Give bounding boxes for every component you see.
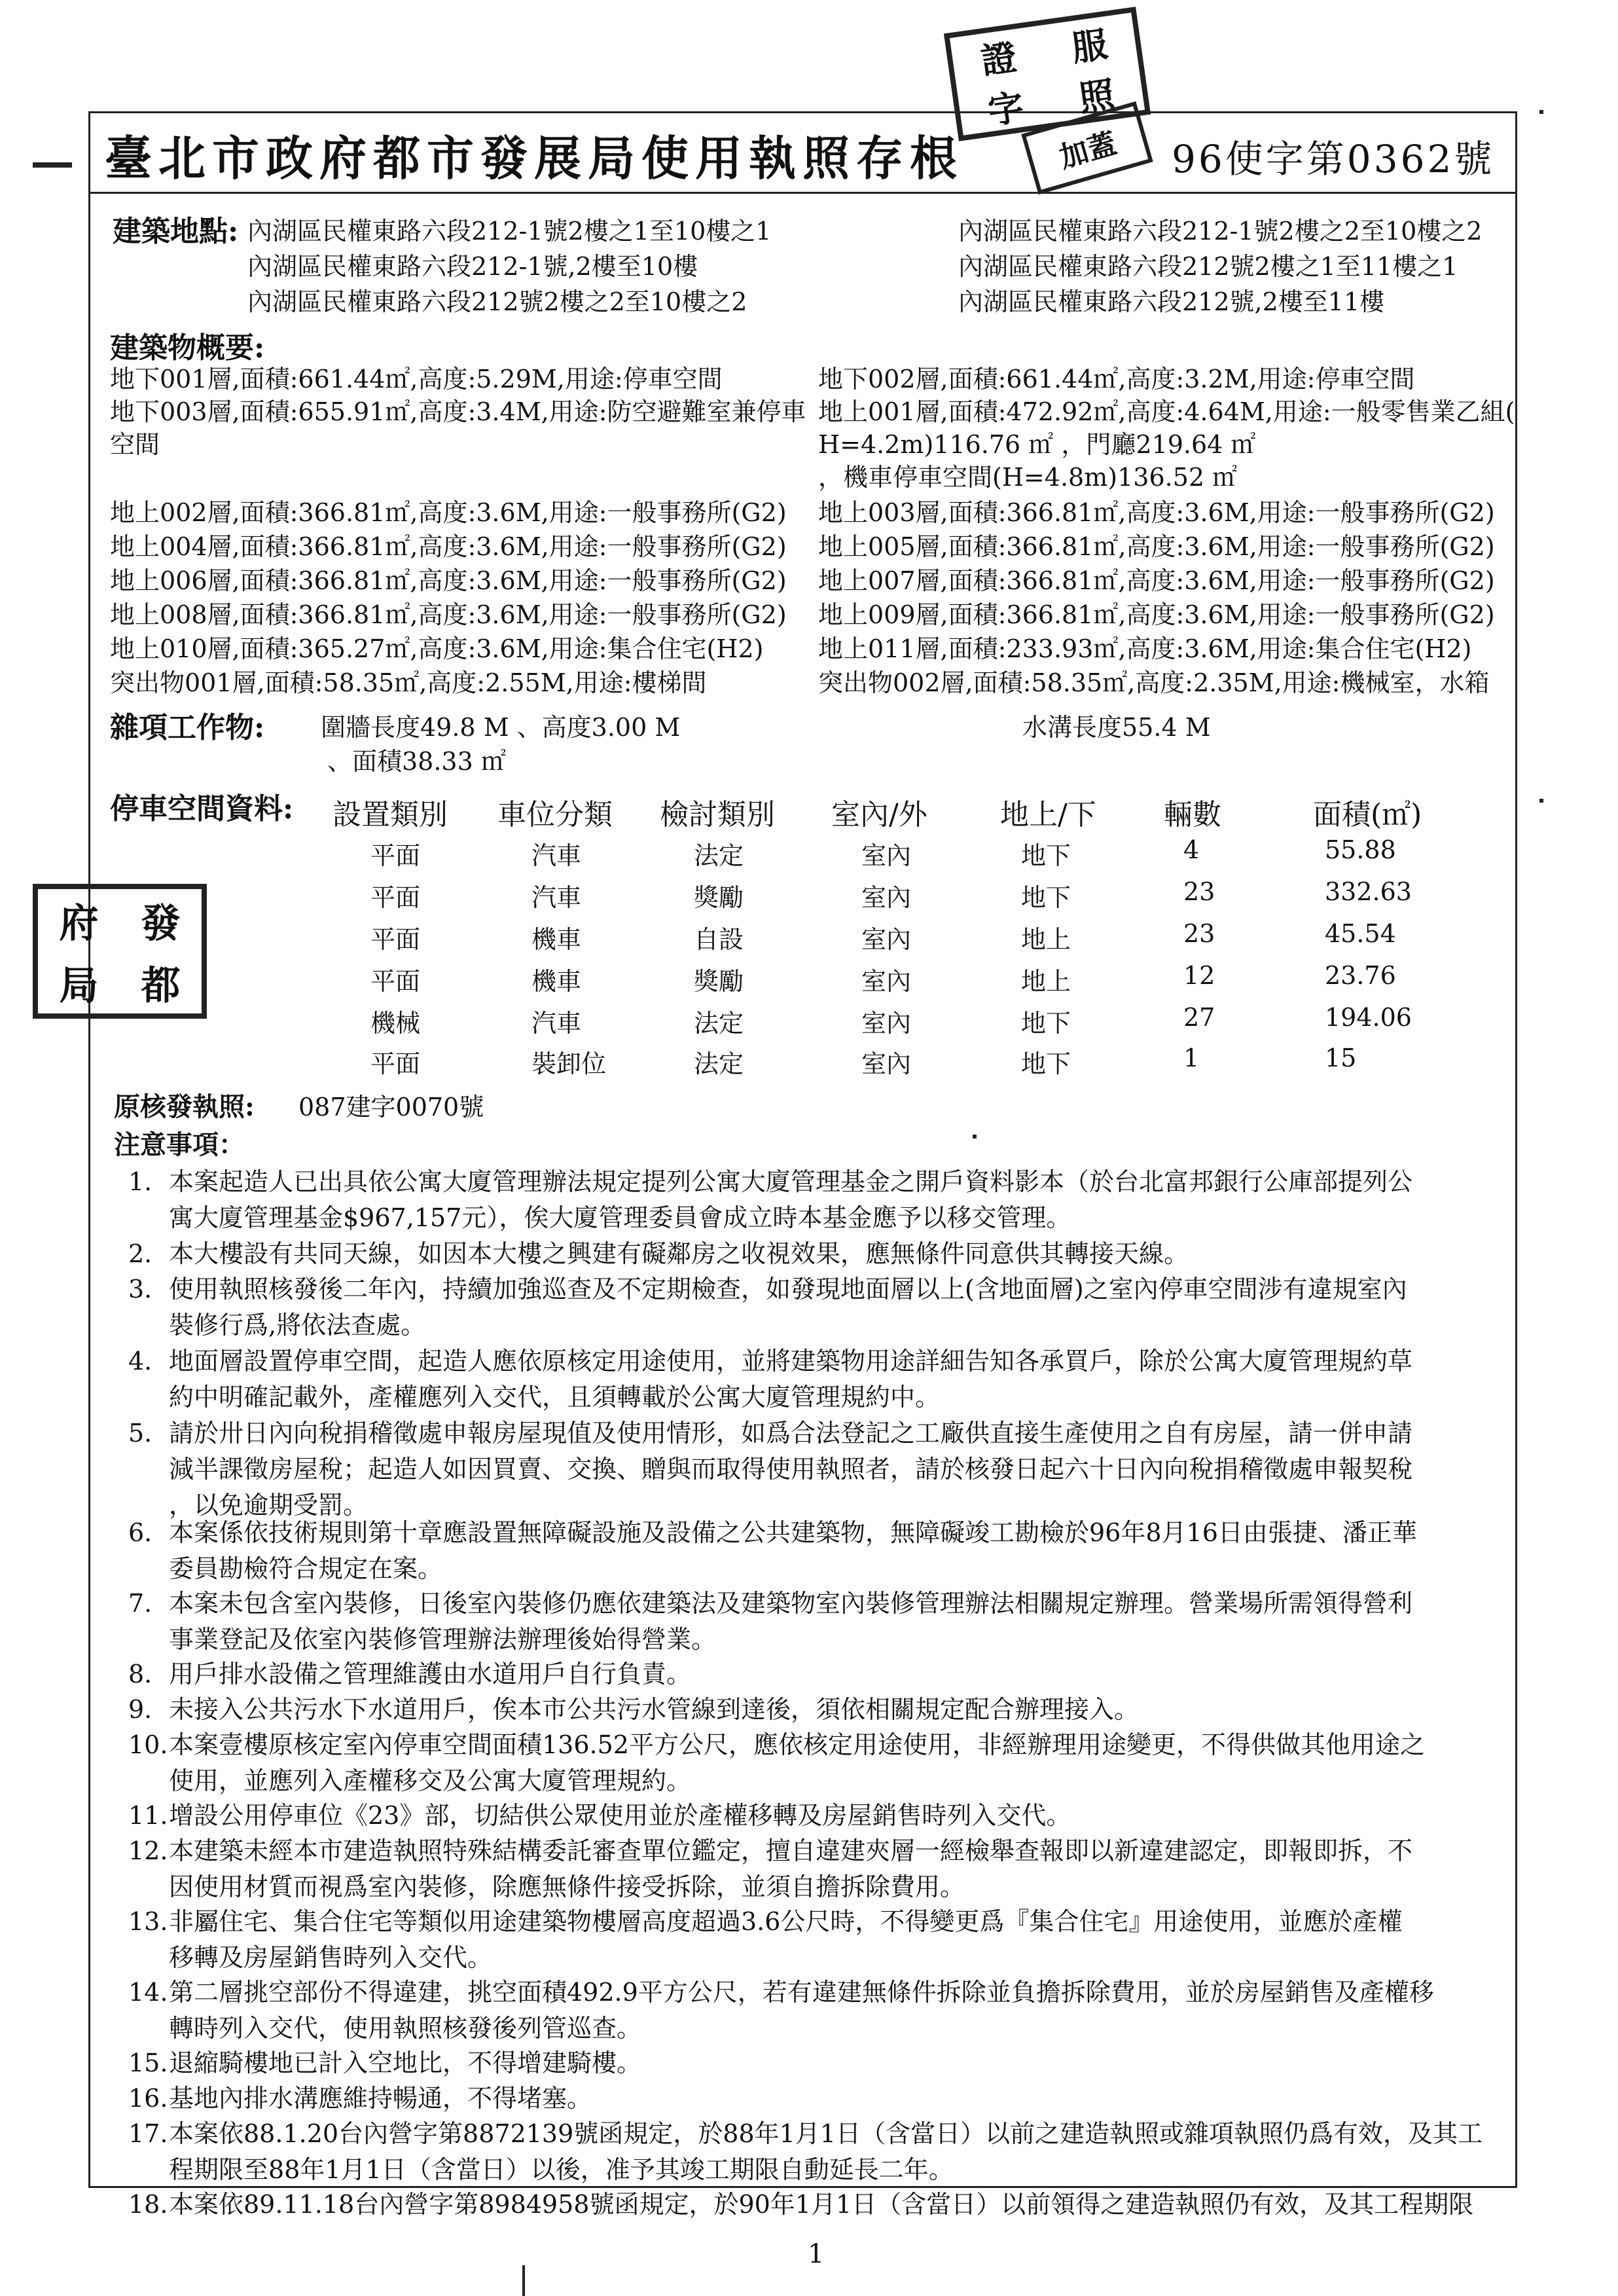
note-item: 18.本案依89.11.18台內營字第8984958號函規定，於90年1月1日（含當日）以前領得之建造執照仍有效，及其工程期限: [128, 2190, 1474, 2219]
note-item: 16.基地內排水溝應維持暢通，不得堵塞。: [128, 2084, 592, 2113]
addition-stamp: 加蓋: [1021, 101, 1153, 194]
note-item: 15.退縮騎樓地已計入空地比，不得增建騎樓。: [128, 2049, 642, 2077]
overview-floor: 地下001層,面積:661.44㎡,高度:5.29M,用途:停車空間: [110, 365, 723, 393]
overview-floor: 突出物001層,面積:58.35㎡,高度:2.55M,用途:樓梯間: [110, 668, 707, 697]
parking-header: 檢討類別: [660, 798, 775, 831]
overview-floor: 地下003層,面積:655.91㎡,高度:3.4M,用途:防空避難室兼停車: [110, 397, 806, 426]
overview-label: 建築物概要:: [110, 331, 265, 365]
note-item: 7. 本案未包含室內裝修，日後室內裝修仍應依建築法及建築物室內裝修管理辦法相關規定辦理。營業場所需領得營利 事業登記及依室內裝修管理辦法辦理後始得營業。: [128, 1589, 1413, 1654]
overview-floor: 地上006層,面積:366.81㎡,高度:3.6M,用途:一般事務所(G2): [110, 566, 787, 595]
note-item: 4. 地面層設置停車空間，起造人應依原核定用途使用，並將建築物用途詳細告知各承買戶，除於公寓大廈管理規約草 約中明確記載外，產權應列入交代，且須轉載於公寓大廈管理規約中。: [128, 1347, 1413, 1412]
address-item: 內湖區民權東路六段212號,2樓至11樓: [958, 287, 1385, 316]
notes-label: 注意事項：: [114, 1129, 245, 1160]
note-item: 2. 本大樓設有共同天線，如因本大樓之興建有礙鄰房之收視效果，應無條件同意供其轉接天線。: [128, 1239, 1189, 1268]
misc-wall: 圍牆長度49.8 M 、高度3.00 M: [321, 713, 681, 742]
note-item: 3. 使用執照核發後二年內，持續加強巡查及不定期檢查，如發現地面層以上(含地面層)之室內停車空間涉有違規室內 裝修行爲,將依法查處。: [128, 1275, 1407, 1339]
note-item: 12.本建築未經本市建造執照特殊結構委託審查單位鑑定，擅自違建夾層一經檢舉查報即以新違建認定，即報即拆，不 因使用材質而視爲室內裝修，除應無條件接受拆除，並須自擔拆除費用。: [128, 1836, 1413, 1901]
note-item: 14.第二層挑空部份不得違建，挑空面積492.9平方公尺，若有違建無條件拆除並負擔拆除費用，並於房屋銷售及產權移 轉時列入交代，使用執照核發後列管巡查。: [128, 1978, 1434, 2043]
address-item: 內湖區民權東路六段212-1號2樓之1至10樓之1: [247, 217, 772, 246]
misc-ditch: 水溝長度55.4 M: [1022, 713, 1211, 742]
scan-mark: [1539, 799, 1543, 803]
parking-header: 面積(㎡): [1313, 798, 1422, 831]
original-permit-label: 原核發執照:: [114, 1091, 255, 1122]
overview-floor: 地上005層,面積:366.81㎡,高度:3.6M,用途:一般事務所(G2): [818, 532, 1495, 561]
parking-header: 室內/外: [831, 798, 927, 831]
overview-floor: 地上001層,面積:472.92㎡,高度:4.64M,用途:一般零售業乙組(: [818, 397, 1515, 426]
address-item: 內湖區民權東路六段212號2樓之2至10樓之2: [247, 287, 747, 316]
overview-floor: 地上008層,面積:366.81㎡,高度:3.6M,用途:一般事務所(G2): [110, 600, 787, 629]
overview-floor: 地下002層,面積:661.44㎡,高度:3.2M,用途:停車空間: [818, 365, 1415, 393]
overview-floor: 空間: [110, 430, 160, 459]
scan-mark: [522, 2265, 525, 2296]
parking-label: 停車空間資料:: [110, 792, 294, 826]
note-item: 8. 用戶排水設備之管理維護由水道用戶自行負責。: [128, 1660, 692, 1688]
note-item: 11.增設公用停車位《23》部，切結供公眾使用並於產權移轉及房屋銷售時列入交代。: [128, 1801, 1071, 1830]
overview-floor: 地上011層,面積:233.93㎡,高度:3.6M,用途:集合住宅(H2): [818, 634, 1472, 663]
note-item: 1. 本案起造人已出具依公寓大廈管理辦法規定提列公寓大廈管理基金之開戶資料影本（於台北富邦銀行公庫部提列公 寓大廈管理基金$967,157元），俟大廈管理委員會成立時本基金應予以移交管理。: [128, 1167, 1413, 1232]
document-title: 臺北市政府都市發展局使用執照存根: [105, 130, 964, 186]
note-item: 9. 未接入公共污水下水道用戶，俟本市公共污水管線到達後，須依相關規定配合辦理接入。: [128, 1695, 1140, 1724]
overview-floor: 地上010層,面積:365.27㎡,高度:3.6M,用途:集合住宅(H2): [110, 634, 764, 663]
page-number: 1: [808, 2239, 825, 2269]
scan-mark: [1539, 110, 1543, 114]
overview-floor: H=4.2m)116.76 ㎡ ，門廳219.64 ㎡: [818, 430, 1256, 459]
note-item: 13.非屬住宅、集合住宅等類似用途建築物樓層高度超過3.6公尺時，不得變更爲『集合住宅』用途使用，並應於產權 移轉及房屋銷售時列入交代。: [128, 1907, 1403, 1972]
permit-number: 96使字第0362號: [1172, 137, 1495, 181]
scan-mark: [973, 1135, 977, 1139]
parking-header: 輛數: [1164, 798, 1221, 831]
note-item: 6. 本案係依技術規則第十章應設置無障礙設施及設備之公共建築物，無障礙竣工勘檢於96年8月16日由張捷、潘正華 委員勘檢符合規定在案。: [128, 1518, 1417, 1583]
address-label: 建築地點:: [113, 215, 239, 248]
original-permit-value: 087建字0070號: [298, 1093, 484, 1121]
overview-floor: 地上004層,面積:366.81㎡,高度:3.6M,用途:一般事務所(G2): [110, 532, 787, 561]
misc-label: 雜項工作物:: [110, 711, 265, 744]
address-item: 內湖區民權東路六段212-1號2樓之2至10樓之2: [958, 217, 1483, 246]
overview-floor: 地上003層,面積:366.81㎡,高度:3.6M,用途:一般事務所(G2): [818, 498, 1495, 527]
overview-floor: 地上007層,面積:366.81㎡,高度:3.6M,用途:一般事務所(G2): [818, 566, 1495, 595]
header-divider: [90, 192, 1515, 194]
overview-floor: ，機車停車空間(H=4.8m)136.52 ㎡: [818, 463, 1238, 492]
note-item: 17.本案依88.1.20台內營字第8872139號函規定，於88年1月1日（含當日）以前之建造執照或雜項執照仍爲有效，及其工 程期限至88年1月1日（含當日）以後，准予其竣工期限自動延長二年。: [128, 2119, 1483, 2184]
official-seal-left: 府 發 局 都: [33, 884, 207, 1019]
note-item: 5. 請於卅日內向稅捐稽徵處申報房屋現值及使用情形，如爲合法登記之工廠供直接生產使用之自有房屋，請一併申請 減半課徵房屋稅；起造人如因買賣、交換、贈與而取得使用執照者，請於核發日起六十日內向稅捐稽徵處申報契稅 ，以免逾期受罰。: [128, 1419, 1413, 1520]
address-item: 內湖區民權東路六段212-1號,2樓至10樓: [247, 252, 698, 281]
note-item: 10.本案壹樓原核定室內停車空間面積136.52平方公尺，應依核定用途使用，非經辦理用途變更，不得供做其他用途之 使用，並應列入產權移交及公寓大廈管理規約。: [128, 1730, 1425, 1795]
overview-floor: 突出物002層,面積:58.35㎡,高度:2.35M,用途:機械室，水箱: [818, 668, 1490, 697]
parking-header: 車位分類: [497, 798, 613, 831]
overview-floor: 地上009層,面積:366.81㎡,高度:3.6M,用途:一般事務所(G2): [818, 600, 1495, 629]
parking-header: 設置類別: [333, 798, 448, 831]
scan-mark: [33, 162, 72, 168]
overview-floor: 地上002層,面積:366.81㎡,高度:3.6M,用途:一般事務所(G2): [110, 498, 787, 527]
official-seal-top: 證 服 字 照: [944, 7, 1151, 141]
misc-wall-area: 、面積38.33 ㎡: [327, 747, 506, 776]
address-item: 內湖區民權東路六段212號2樓之1至11樓之1: [958, 252, 1458, 281]
parking-header: 地上/下: [1000, 798, 1096, 831]
